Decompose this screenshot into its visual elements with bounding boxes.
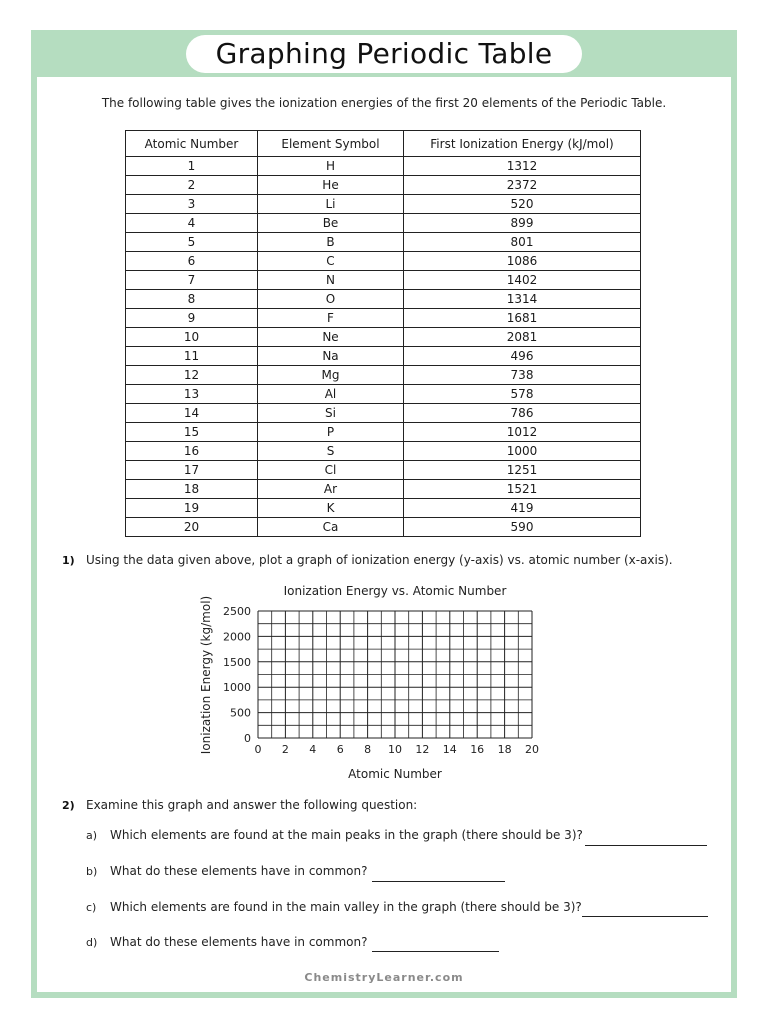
question-2-text: Examine this graph and answer the following question: [86,798,418,812]
cell-element-symbol: He [258,176,404,195]
cell-ionization-energy: 1314 [404,290,641,309]
cell-element-symbol: Ne [258,328,404,347]
cell-atomic-number: 18 [126,480,258,499]
answer-2b-line[interactable] [372,881,505,882]
ionization-chart [0,578,768,808]
table-row [126,328,641,347]
table-row [126,309,641,328]
table-row [126,366,641,385]
cell-ionization-energy: 2081 [404,328,641,347]
cell-atomic-number: 14 [126,404,258,423]
table-row [126,423,641,442]
cell-element-symbol: B [258,233,404,252]
cell-element-symbol: Ar [258,480,404,499]
cell-element-symbol: N [258,271,404,290]
cell-atomic-number: 19 [126,499,258,518]
cell-atomic-number: 15 [126,423,258,442]
table-row [126,404,641,423]
cell-element-symbol: P [258,423,404,442]
x-tick-labels [255,743,540,756]
cell-element-symbol: H [258,157,404,176]
table-header-row [126,131,641,157]
table-row [126,195,641,214]
question-2b-text: What do these elements have in common? [110,864,368,878]
cell-element-symbol: Al [258,385,404,404]
question-2a-text: Which elements are found at the main peaks in the graph (there should be 3)? [110,828,583,842]
cell-ionization-energy: 590 [404,518,641,537]
cell-ionization-energy: 899 [404,214,641,233]
cell-element-symbol: K [258,499,404,518]
x-tick-label: 12 [415,743,430,756]
cell-element-symbol: F [258,309,404,328]
question-2a-label: a) [86,829,98,842]
x-tick-label: 10 [388,743,402,756]
cell-atomic-number: 2 [126,176,258,195]
table-row [126,157,641,176]
cell-element-symbol: Li [258,195,404,214]
cell-atomic-number: 10 [126,328,258,347]
cell-ionization-energy: 1251 [404,461,641,480]
cell-ionization-energy: 786 [404,404,641,423]
header-atomic-number: Atomic Number [126,131,258,157]
cell-element-symbol: Be [258,214,404,233]
table-row [126,347,641,366]
y-tick-label: 2000 [223,630,251,644]
cell-atomic-number: 11 [126,347,258,366]
cell-element-symbol: O [258,290,404,309]
y-tick-label: 2500 [223,605,251,618]
table-row [126,233,641,252]
cell-ionization-energy: 1000 [404,442,641,461]
cell-ionization-energy: 1312 [404,157,641,176]
header-element-symbol: Element Symbol [258,131,404,157]
cell-ionization-energy: 1012 [404,423,641,442]
y-tick-label: 0 [244,732,251,745]
x-tick-label: 0 [254,743,262,756]
chart-title: Ionization Energy vs. Atomic Number [283,584,507,598]
y-tick-labels [223,605,251,745]
cell-ionization-energy: 1681 [404,309,641,328]
x-tick-label: 8 [364,743,372,756]
x-tick-label: 18 [497,743,512,756]
cell-ionization-energy: 520 [404,195,641,214]
question-2d-text: What do these elements have in common? [110,935,368,949]
cell-ionization-energy: 496 [404,347,641,366]
cell-ionization-energy: 738 [404,366,641,385]
cell-atomic-number: 6 [126,252,258,271]
table-row [126,176,641,195]
answer-2c-line[interactable] [582,916,708,917]
cell-atomic-number: 7 [126,271,258,290]
intro-text: The following table gives the ionization energies of the first 20 elements of the Periodic Table. [101,96,667,110]
cell-atomic-number: 3 [126,195,258,214]
cell-element-symbol: Mg [258,366,404,385]
cell-element-symbol: Cl [258,461,404,480]
table-row [126,499,641,518]
table-row [126,252,641,271]
question-2-number: 2) [62,799,75,812]
cell-atomic-number: 17 [126,461,258,480]
cell-ionization-energy: 2372 [404,176,641,195]
y-axis-label: Ionization Energy (kg/mol) [199,595,213,755]
site-footer: ChemistryLearner.com [304,971,464,984]
cell-atomic-number: 12 [126,366,258,385]
cell-element-symbol: C [258,252,404,271]
answer-2a-line[interactable] [585,845,707,846]
x-tick-label: 6 [336,743,344,756]
chart-grid [258,611,532,738]
table-row [126,214,641,233]
y-tick-label: 500 [230,706,251,720]
cell-atomic-number: 4 [126,214,258,233]
cell-atomic-number: 16 [126,442,258,461]
table-row [126,385,641,404]
table-row [126,271,641,290]
question-2b-label: b) [86,865,98,878]
cell-element-symbol: Ca [258,518,404,537]
x-tick-label: 4 [309,743,317,756]
y-tick-label: 1500 [223,655,251,669]
cell-atomic-number: 5 [126,233,258,252]
cell-atomic-number: 20 [126,518,258,537]
x-tick-label: 20 [525,743,539,756]
question-2c-text: Which elements are found in the main valley in the graph (there should be 3)? [110,900,582,914]
cell-ionization-energy: 801 [404,233,641,252]
cell-ionization-energy: 1086 [404,252,641,271]
x-tick-label: 14 [442,743,457,756]
cell-element-symbol: Na [258,347,404,366]
cell-atomic-number: 1 [126,157,258,176]
x-axis-label: Atomic Number [348,767,442,781]
x-tick-label: 16 [470,743,485,756]
ionization-table [125,130,641,537]
cell-ionization-energy: 1521 [404,480,641,499]
answer-2d-line[interactable] [372,951,499,952]
page-title: Graphing Periodic Table [186,35,582,73]
table-row [126,290,641,309]
table-row [126,461,641,480]
question-2c-label: c) [86,901,97,914]
cell-ionization-energy: 578 [404,385,641,404]
question-2d-label: d) [86,936,98,949]
cell-ionization-energy: 1402 [404,271,641,290]
x-tick-label: 2 [281,743,289,756]
table-row [126,442,641,461]
cell-element-symbol: S [258,442,404,461]
header-ionization-energy: First Ionization Energy (kJ/mol) [404,131,641,157]
cell-atomic-number: 13 [126,385,258,404]
y-tick-label: 1000 [223,681,251,695]
question-1-text: Using the data given above, plot a graph of ionization energy (y-axis) vs. atomic number (x-axis). [86,553,673,567]
cell-atomic-number: 9 [126,309,258,328]
cell-ionization-energy: 419 [404,499,641,518]
cell-atomic-number: 8 [126,290,258,309]
table-row [126,480,641,499]
table-row [126,518,641,537]
cell-element-symbol: Si [258,404,404,423]
question-1-number: 1) [62,554,75,567]
